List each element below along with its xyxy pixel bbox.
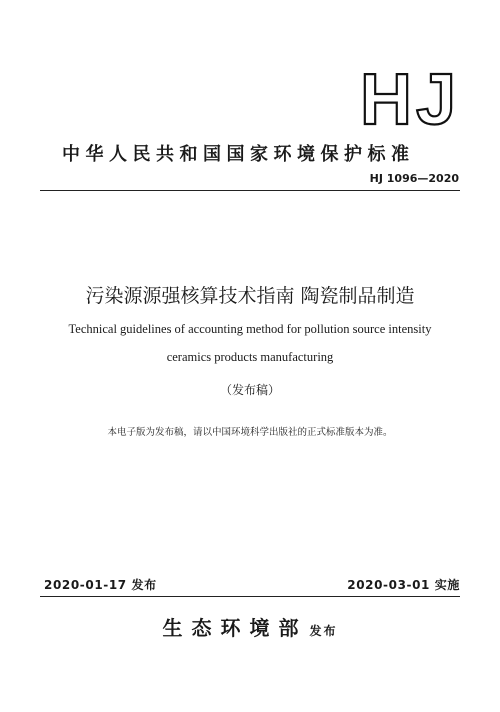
standard-number: HJ 1096—2020 — [369, 172, 459, 185]
document-title-english-line1: Technical guidelines of accounting method for pollution source intensity — [68, 322, 432, 336]
issuer — [0, 612, 500, 641]
footer-rule — [40, 596, 460, 597]
issuer-suffix: 发布 — [309, 624, 338, 638]
document-title-english-line2: ceramics products manufacturing — [166, 350, 334, 364]
edition-note: 本电子版为发布稿，请以中国环境科学出版社的正式标准版本为准。 — [107, 427, 393, 438]
hj-logo-text: HJ — [360, 66, 460, 130]
hj-logo — [360, 66, 460, 130]
issuer-name: 生态环境部 — [162, 616, 308, 640]
header-rule — [40, 190, 460, 191]
issue-date: 2020-01-17 发布 — [44, 578, 157, 592]
standard-organization: 中华人民共和国国家环境保护标准 — [62, 144, 415, 165]
implementation-date: 2020-03-01 实施 — [347, 578, 460, 592]
draft-label: （发布稿） — [219, 383, 280, 397]
document-title-chinese: 污染源源强核算技术指南 陶瓷制品制造 — [85, 285, 415, 307]
